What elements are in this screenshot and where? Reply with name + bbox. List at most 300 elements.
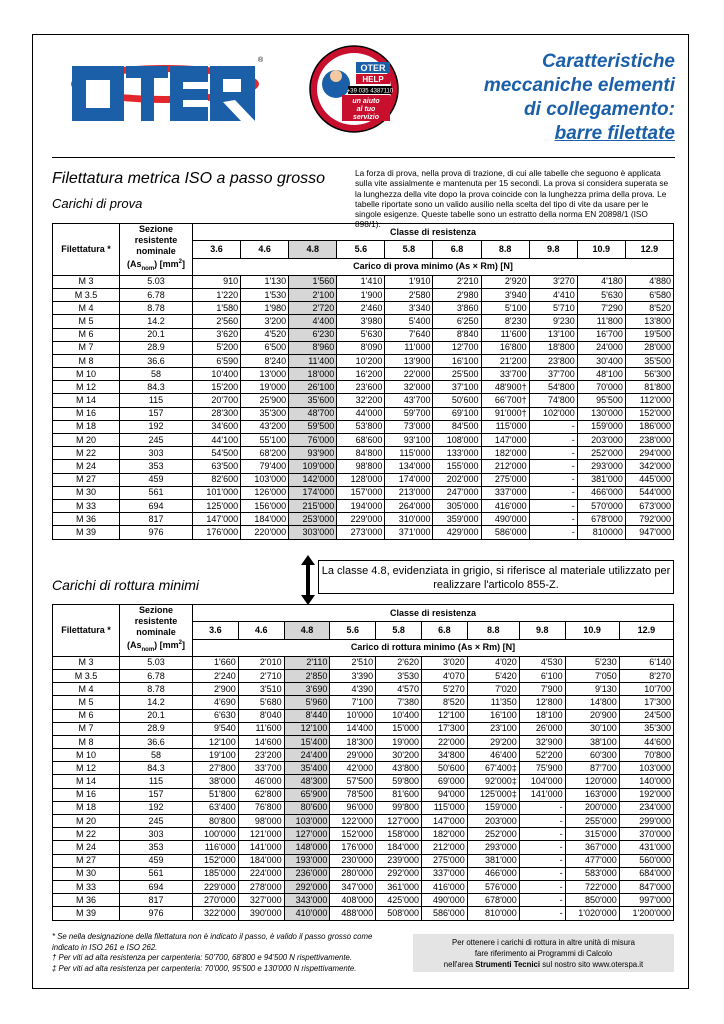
table-cell: 459 [120, 854, 193, 867]
table-row [53, 880, 674, 893]
table-cell: 66'700† [481, 394, 529, 407]
header-class-6.8: 6.8 [433, 241, 481, 258]
header-class-12.9: 12.9 [625, 241, 673, 258]
registered-mark: ® [258, 57, 264, 64]
table-cell: 817 [120, 513, 193, 526]
table-cell: 353 [120, 841, 193, 854]
table-cell: 230'000 [330, 854, 376, 867]
table-cell: 673'000 [625, 499, 673, 512]
table-row [53, 381, 674, 394]
table-cell: 6'590 [193, 354, 241, 367]
table-cell: 28'300 [193, 407, 241, 420]
table-cell: 477'000 [565, 854, 619, 867]
table-header-row [53, 605, 674, 622]
table-cell: 155'000 [433, 460, 481, 473]
svg-text:+39 035 4387110: +39 035 4387110 [346, 88, 394, 95]
table-cell: 910 [193, 275, 241, 288]
table-cell: 561 [120, 867, 193, 880]
table-cell: 561 [120, 486, 193, 499]
table-cell: 115'000 [385, 447, 433, 460]
table-cell: 174'000 [289, 486, 337, 499]
table-row [53, 368, 674, 381]
table-cell: 2'240 [193, 669, 239, 682]
table-cell: 947'000 [625, 526, 673, 539]
table-row [53, 735, 674, 748]
table-cell: 327'000 [238, 894, 284, 907]
table-cell: 1'530 [241, 288, 289, 301]
table-cell: 294'000 [625, 447, 673, 460]
table-cell: 15'200 [193, 381, 241, 394]
table-cell: 367'000 [565, 841, 619, 854]
header-class-4.8: 4.8 [289, 241, 337, 258]
table-cell: 127'000 [376, 815, 422, 828]
table-cell: 4'020 [467, 656, 519, 669]
table-cell: 490'000 [421, 894, 467, 907]
table-cell: M 18 [53, 801, 120, 814]
up-down-arrow-icon [301, 555, 315, 605]
table-row [53, 854, 674, 867]
table-cell: 212'000 [481, 460, 529, 473]
table-cell: 19'000 [241, 381, 289, 394]
table-cell: 239'000 [376, 854, 422, 867]
table-cell: 12'100 [284, 722, 330, 735]
table-cell: 459 [120, 473, 193, 486]
table-cell: 140'000 [619, 775, 673, 788]
table-cell: 152'000 [330, 828, 376, 841]
header-sezione: Sezione resistente nominale $(As_{nom})$ $[mm^2]$ [120, 605, 193, 657]
table-cell: 58 [120, 368, 193, 381]
table-cell: 5'630 [337, 328, 385, 341]
table-cell: 27'800 [193, 762, 239, 775]
table-cell: 7'050 [565, 669, 619, 682]
table-cell: 12'100 [421, 709, 467, 722]
svg-text:OTER: OTER [360, 63, 386, 73]
table-cell: 238'000 [625, 434, 673, 447]
table-cell: 6'140 [619, 656, 673, 669]
table-cell: 270'000 [193, 894, 239, 907]
table-cell: 30'100 [565, 722, 619, 735]
table-cell: 5'100 [481, 302, 529, 315]
table-cell: 2'010 [238, 656, 284, 669]
table-cell: 55'100 [241, 434, 289, 447]
table-cell: 28.9 [120, 341, 193, 354]
table-cell: 115'000 [481, 420, 529, 433]
table-row [53, 394, 674, 407]
table-cell: 10'700 [619, 683, 673, 696]
table-cell: 53'800 [337, 420, 385, 433]
table-cell: 84.3 [120, 381, 193, 394]
table-cell: 7'020 [467, 683, 519, 696]
table-cell: 245 [120, 815, 193, 828]
table-cell: 98'000 [238, 815, 284, 828]
table-cell: - [529, 420, 577, 433]
table-cell: 24'400 [284, 749, 330, 762]
table-cell: M 10 [53, 368, 120, 381]
table-cell: M 7 [53, 341, 120, 354]
table-cell: 252'000 [467, 828, 519, 841]
table-cell: M 12 [53, 381, 120, 394]
table-cell: 158'000 [376, 828, 422, 841]
table-cell: 7'290 [577, 302, 625, 315]
table-cell: M 20 [53, 434, 120, 447]
table-cell: 1'220 [193, 288, 241, 301]
table-cell: 810000 [577, 526, 625, 539]
table-cell: 92'000‡ [467, 775, 519, 788]
table-cell: 850'000 [565, 894, 619, 907]
table-cell: 445'000 [625, 473, 673, 486]
table-cell: 280'000 [330, 867, 376, 880]
table-cell: 122'000 [330, 815, 376, 828]
table-cell: M 16 [53, 788, 120, 801]
footnotes: * Se nella designazione della filettatura non è indicato il passo, è valido il passo grosso come indicato in ISO 261 e ISO 262. † Per viti ad alta resistenza per carpenteria: 50'700, 68'800 e 94'500 N rispettivamente. ‡ Per viti ad alta resistenza per carpenteria: 70'000, 95'500 e 130'000 N rispettivamente. [52, 932, 373, 973]
table-cell: 8'230 [481, 315, 529, 328]
table-cell: 997'000 [619, 894, 673, 907]
table-cell: 102'000 [529, 407, 577, 420]
table-cell: 508'000 [376, 907, 422, 920]
table-cell: 2'560 [193, 315, 241, 328]
table-row [53, 341, 674, 354]
table-cell: 4'690 [193, 696, 239, 709]
table-cell: 23'800 [529, 354, 577, 367]
table-cell: M 36 [53, 894, 120, 907]
header-carico: Carico di rottura minimo (As × Rm) [N] [193, 639, 674, 656]
table-cell: 343'000 [284, 894, 330, 907]
table-cell: 11'800 [577, 315, 625, 328]
table-cell: 6'230 [289, 328, 337, 341]
table-cell: 163'000 [565, 788, 619, 801]
table-cell: 3'980 [337, 315, 385, 328]
header-class-4.8: 4.8 [284, 622, 330, 639]
table-cell: M 8 [53, 354, 120, 367]
table-cell: 44'100 [193, 434, 241, 447]
table-cell: 63'400 [193, 801, 239, 814]
table-cell: 299'000 [619, 815, 673, 828]
table-row [53, 683, 674, 696]
table-cell: 62'800 [238, 788, 284, 801]
table-cell: 42'000 [330, 762, 376, 775]
table-cell: 273'000 [337, 526, 385, 539]
table-cell: 560'000 [619, 854, 673, 867]
table-cell: 48'900† [481, 381, 529, 394]
table-cell: 847'000 [619, 880, 673, 893]
table-cell: 37'100 [433, 381, 481, 394]
table-cell: 8'840 [433, 328, 481, 341]
table-cell: 19'000 [376, 735, 422, 748]
table-cell: - [529, 486, 577, 499]
table-cell: M 24 [53, 460, 120, 473]
table-cell: 29'200 [467, 735, 519, 748]
table-cell: 13'900 [385, 354, 433, 367]
table-cell: 14'600 [238, 735, 284, 748]
table-cell: 84'800 [337, 447, 385, 460]
table-cell: 95'500 [577, 394, 625, 407]
table-cell: 5'960 [284, 696, 330, 709]
table-cell: 120'000 [565, 775, 619, 788]
table-cell: - [529, 460, 577, 473]
table-cell: M 33 [53, 499, 120, 512]
table-cell: 2'510 [330, 656, 376, 669]
table-cell: 157 [120, 407, 193, 420]
table-cell: 200'000 [565, 801, 619, 814]
table-cell: 722'000 [565, 880, 619, 893]
table-cell: 43'800 [376, 762, 422, 775]
table-cell: 91'000† [481, 407, 529, 420]
table-cell: 17'300 [619, 696, 673, 709]
table-cell: 1'200'000 [619, 907, 673, 920]
table-cell: 109'000 [289, 460, 337, 473]
table-cell: 14.2 [120, 315, 193, 328]
table-cell: 33'700 [481, 368, 529, 381]
table-cell: 19'500 [625, 328, 673, 341]
table-cell: 4'410 [529, 288, 577, 301]
table-cell: 103'000 [284, 815, 330, 828]
table-cell: 7'100 [330, 696, 376, 709]
header-classe: Classe di resistenza [193, 605, 674, 622]
table-row [53, 275, 674, 288]
table-cell: 35'500 [625, 354, 673, 367]
table-cell: 32'200 [337, 394, 385, 407]
table-cell: 586'000 [421, 907, 467, 920]
header-class-4.6: 4.6 [238, 622, 284, 639]
table-row [53, 788, 674, 801]
table-cell: - [519, 828, 565, 841]
table-cell: 3'860 [433, 302, 481, 315]
table-cell: 152'000 [193, 854, 239, 867]
table-cell: 7'640 [385, 328, 433, 341]
table-cell: 142'000 [289, 473, 337, 486]
table-cell: 2'580 [385, 288, 433, 301]
table-cell: 16'800 [481, 341, 529, 354]
table-cell: 202'000 [433, 473, 481, 486]
header-class-5.8: 5.8 [376, 622, 422, 639]
table-cell: 25'900 [241, 394, 289, 407]
table-cell: 50'600 [433, 394, 481, 407]
svg-text:un aiuto: un aiuto [352, 98, 380, 105]
table-cell: - [519, 841, 565, 854]
table-cell: 17'300 [421, 722, 467, 735]
table-cell: 192'000 [619, 788, 673, 801]
table-cell: 2'460 [337, 302, 385, 315]
table-cell: 370'000 [619, 828, 673, 841]
table-cell: M 12 [53, 762, 120, 775]
table-cell: 36.6 [120, 735, 193, 748]
table-row [53, 894, 674, 907]
table-cell: 694 [120, 880, 193, 893]
table-cell: 46'000 [238, 775, 284, 788]
table-cell: 22'000 [421, 735, 467, 748]
table-cell: 50'600 [421, 762, 467, 775]
table-cell: 11'000 [385, 341, 433, 354]
table-cell: M 27 [53, 854, 120, 867]
table-cell: 93'100 [385, 434, 433, 447]
header-class-4.6: 4.6 [241, 241, 289, 258]
table-cell: 255'000 [565, 815, 619, 828]
table-cell: 1'910 [385, 275, 433, 288]
table-row [53, 867, 674, 880]
table-cell: 4'880 [625, 275, 673, 288]
table-row [53, 354, 674, 367]
table-cell: 12'800 [519, 696, 565, 709]
table-cell: 5'230 [565, 656, 619, 669]
table-row [53, 473, 674, 486]
table-cell: 245 [120, 434, 193, 447]
table-cell: 4'390 [330, 683, 376, 696]
table-cell: M 7 [53, 722, 120, 735]
table-cell: 303 [120, 447, 193, 460]
table-cell: 121'000 [238, 828, 284, 841]
header-sezione: Sezione resistente nominale $(As_{nom})$ $[mm^2]$ [120, 224, 193, 276]
header-class-5.6: 5.6 [330, 622, 376, 639]
table-cell: - [529, 513, 577, 526]
table-cell: 14'400 [330, 722, 376, 735]
table-cell: M 20 [53, 815, 120, 828]
table-cell: 104'000 [519, 775, 565, 788]
table-cell: 48'300 [284, 775, 330, 788]
table-cell: 184'000 [376, 841, 422, 854]
table-cell: 1'900 [337, 288, 385, 301]
table-cell: 115 [120, 775, 193, 788]
table-cell: 23'600 [337, 381, 385, 394]
table-cell: 44'000 [337, 407, 385, 420]
table-cell: 6.78 [120, 288, 193, 301]
table-cell: 203'000 [467, 815, 519, 828]
proof-load-table [52, 223, 674, 540]
table-row [53, 815, 674, 828]
table-cell: 6.78 [120, 669, 193, 682]
table-cell: 159'000 [467, 801, 519, 814]
info-box: Per ottenere i carichi di rottura in altre unità di misura fare riferimento ai Programmi di Calcolo nell'area Strumenti Tecnici sul nostro sito www.oterspa.it [413, 934, 674, 972]
table-row [53, 328, 674, 341]
table-cell: 24'000 [577, 341, 625, 354]
svg-text:HELP: HELP [362, 75, 384, 84]
table-cell: 101'000 [193, 486, 241, 499]
table-cell: M 3.5 [53, 669, 120, 682]
table-cell: 310'000 [385, 513, 433, 526]
header-class-12.9: 12.9 [619, 622, 673, 639]
table-cell: 3'200 [241, 315, 289, 328]
table-cell: 976 [120, 526, 193, 539]
table-cell: M 36 [53, 513, 120, 526]
table-cell: 12'100 [193, 735, 239, 748]
table-cell: 18'100 [519, 709, 565, 722]
table-cell: M 22 [53, 447, 120, 460]
table-cell: 8'440 [284, 709, 330, 722]
table-row [53, 288, 674, 301]
table-cell: 3'690 [284, 683, 330, 696]
table-cell: 126'000 [241, 486, 289, 499]
table-cell: 381'000 [577, 473, 625, 486]
table-cell: 3'530 [376, 669, 422, 682]
table-cell: - [529, 526, 577, 539]
table-cell: 570'000 [577, 499, 625, 512]
table-cell: 29'000 [330, 749, 376, 762]
table-cell: M 4 [53, 683, 120, 696]
table-cell: 3'390 [330, 669, 376, 682]
table-cell: 67'400‡ [467, 762, 519, 775]
table-cell: 174'000 [385, 473, 433, 486]
svg-text:al tuo: al tuo [356, 106, 376, 113]
table-cell: 15'400 [284, 735, 330, 748]
table-cell: 81'800 [625, 381, 673, 394]
divider [52, 157, 675, 158]
table-cell: 11'600 [238, 722, 284, 735]
table-cell: 6'250 [433, 315, 481, 328]
table-cell: 466'000 [467, 867, 519, 880]
table-cell: 176'000 [193, 526, 241, 539]
table-cell: 5'400 [385, 315, 433, 328]
table-cell: 43'700 [385, 394, 433, 407]
table-cell: 35'400 [284, 762, 330, 775]
header-class-3.6: 3.6 [193, 241, 241, 258]
table-cell: 9'540 [193, 722, 239, 735]
table-cell: 80'600 [284, 801, 330, 814]
table-cell: 10'400 [193, 368, 241, 381]
header-class-8.8: 8.8 [467, 622, 519, 639]
table-cell: 5'420 [467, 669, 519, 682]
table-cell: 152'000 [625, 407, 673, 420]
table-cell: 253'000 [289, 513, 337, 526]
table-cell: 4'570 [376, 683, 422, 696]
table-cell: 82'600 [193, 473, 241, 486]
header-class-10.9: 10.9 [577, 241, 625, 258]
table-row [53, 696, 674, 709]
table-cell: 125'000‡ [467, 788, 519, 801]
table-cell: 694 [120, 499, 193, 512]
table-cell: 159'000 [577, 420, 625, 433]
table-cell: 15'000 [376, 722, 422, 735]
table-cell: 2'920 [481, 275, 529, 288]
table-cell: 4'180 [577, 275, 625, 288]
subheading-proof-loads: Carichi di prova [52, 196, 143, 211]
table-cell: 14'800 [565, 696, 619, 709]
table-cell: 8'270 [619, 669, 673, 682]
table-cell: 147'000 [193, 513, 241, 526]
table-cell: 488'000 [330, 907, 376, 920]
table-row [53, 722, 674, 735]
table-cell: M 22 [53, 828, 120, 841]
table-cell: M 18 [53, 420, 120, 433]
table-cell: M 39 [53, 907, 120, 920]
table-cell: 19'100 [193, 749, 239, 762]
table-cell: 2'900 [193, 683, 239, 696]
table-cell: 13'100 [529, 328, 577, 341]
table-cell: 359'000 [433, 513, 481, 526]
table-cell: M 6 [53, 709, 120, 722]
table-cell: 11'600 [481, 328, 529, 341]
table-cell: 1'130 [241, 275, 289, 288]
table-cell: 4'400 [289, 315, 337, 328]
table-cell: 678'000 [467, 894, 519, 907]
highlight-note: La classe 4.8, evidenziata in grigio, si riferisce al materiale utilizzato per realizzare l'articolo 855-Z. [318, 560, 674, 594]
table-cell: 8'520 [625, 302, 673, 315]
table-cell: - [519, 867, 565, 880]
table-cell: 23'200 [238, 749, 284, 762]
table-header-row [53, 224, 674, 241]
table-cell: 35'300 [241, 407, 289, 420]
table-cell: M 14 [53, 775, 120, 788]
table-cell: 60'300 [565, 749, 619, 762]
table-cell: 30'200 [376, 749, 422, 762]
table-cell: M 33 [53, 880, 120, 893]
table-cell: - [529, 447, 577, 460]
table-row [53, 513, 674, 526]
table-cell: 32'000 [385, 381, 433, 394]
table-cell: 236'000 [284, 867, 330, 880]
svg-text:servizio: servizio [352, 114, 380, 121]
table-cell: 410'000 [284, 907, 330, 920]
table-cell: 416'000 [481, 499, 529, 512]
table-cell: M 5 [53, 315, 120, 328]
